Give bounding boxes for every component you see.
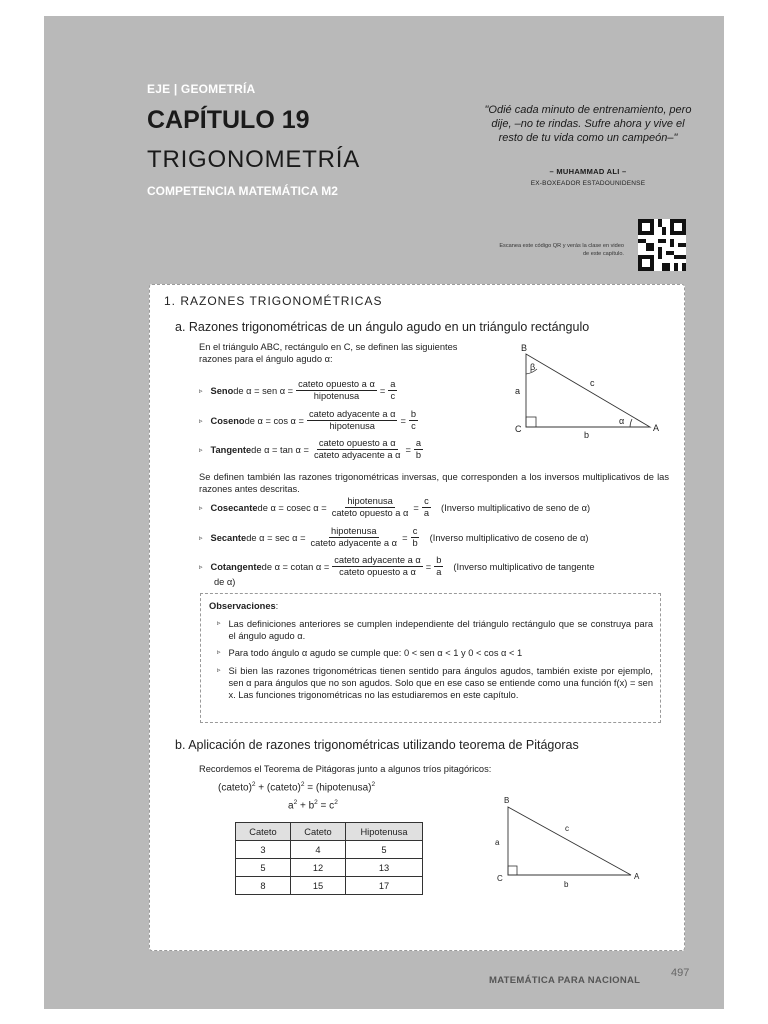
ratio-tangente: ▹ Tangente de α = tan α = $\frac{\text{cateto opuesto a α}}{\text{cateto adyacente a α}}$ = $\frac{a}{b}$ [199, 438, 422, 460]
ratio-name: Cotangente [210, 561, 262, 572]
denominator: c [390, 391, 396, 401]
quote-author: – MUHAMMAD ALI – [549, 167, 627, 176]
ratio-def: de α = sen α = [233, 385, 294, 396]
observation-text: Para todo ángulo α agudo se cumple que: 0 < sen α < 1 y 0 < cos α < 1 [228, 648, 523, 658]
side-b: b [584, 430, 590, 440]
denominator: cateto adyacente a α [313, 450, 401, 460]
letter-fraction [409, 409, 418, 432]
bullet-icon: ▹ [217, 667, 221, 674]
denominator: hipotenusa [313, 391, 360, 401]
ratio-fraction [312, 438, 403, 461]
section-title: 1. RAZONES TRIGONOMÉTRICAS [164, 294, 383, 308]
observations-title: Observaciones: [209, 601, 279, 611]
footer-text: MATEMÁTICA PARA NACIONAL [489, 975, 641, 986]
ratio-fraction [332, 555, 423, 578]
pythagoras-intro: Recordemos el Teorema de Pitágoras junto a algunos tríos pitagóricos: [199, 764, 492, 774]
pythagoras-formula [218, 781, 375, 793]
pythagoras-formula-letters [288, 799, 338, 811]
ratio-cotangente: ▹ Cotangente de α = cotan α = $\frac{\text{cateto adyacente a α}}{\text{cateto opuesto a α}}$ = $\frac{b}{a}$ (Inverso multiplicativo de tangente [199, 555, 595, 577]
table-cell: 5 [346, 841, 423, 859]
alpha-arc [630, 419, 632, 427]
ratio-name: Cosecante [210, 502, 258, 513]
table-row [236, 859, 423, 877]
ratio-fraction [296, 379, 377, 402]
exponent: 2 [371, 781, 376, 788]
qr-caption: Escanea este código QR y verás la clase en video de este capítulo. [499, 243, 624, 257]
table-row [236, 877, 423, 895]
letter-fraction [422, 496, 431, 519]
right-angle-marker [526, 417, 536, 427]
quote-text: "Odié cada minuto de entrenamiento, pero dije, –no te rindas. Sufre ahora y vive el resto de tu vida como un campeón–" [484, 104, 692, 144]
denominator: cateto adyacente a α [310, 538, 398, 548]
observation-item [217, 647, 653, 659]
bullet-icon: ▹ [199, 446, 203, 454]
triangle-shape [526, 354, 650, 427]
numerator: a [390, 379, 396, 389]
bullet-icon: ▹ [199, 534, 203, 542]
ratio-seno: ▹ Seno de α = sen α = $\frac{\text{cateto opuesto a α}}{\text{hipotenusa}}$ = $\frac{a}{c}$ [199, 379, 396, 401]
denominator: b [415, 450, 422, 460]
bullet-icon: ▹ [217, 620, 221, 627]
numerator: cateto opuesto a α [298, 379, 375, 389]
ratio-cosecante: ▹ Cosecante de α = cosec α = $\frac{\text{hipotenusa}}{\text{cateto opuesto a α}}$ = $\frac{c}{a}$ (Inverso multiplicativo de seno de α) [199, 496, 591, 518]
side-c: c [590, 378, 595, 388]
table-header-cell: Hipotenusa [346, 823, 423, 841]
ratio-def: de α = cosec α = [257, 502, 327, 513]
bullet-icon: ▹ [199, 417, 203, 425]
observations-title-text: Observaciones [209, 601, 276, 611]
observation-item [217, 665, 653, 701]
vertex-c: C [497, 874, 503, 883]
triangle-shape [508, 807, 631, 875]
quote-role: EX-BOXEADOR ESTADOUNIDENSE [530, 180, 646, 187]
numerator: cateto adyacente a α [334, 555, 421, 565]
pythagoras-triangle-diagram [488, 795, 648, 887]
table-header-cell: Cateto [291, 823, 346, 841]
denominator: a [436, 567, 442, 577]
angle-alpha: α [619, 416, 625, 426]
right-angle-marker [508, 866, 517, 875]
formula-part: (cateto) [218, 782, 252, 794]
ratio-fraction [307, 409, 398, 432]
axis-label: EJE | GEOMETRÍA [147, 82, 256, 96]
table-cell: 8 [236, 877, 291, 895]
numerator: b [410, 409, 417, 419]
letter-fraction [411, 526, 420, 549]
ratio-def: de α = cotan α = [261, 561, 330, 572]
table-cell: 5 [236, 859, 291, 877]
side-a: a [495, 838, 500, 847]
denominator: cateto opuesto a α [339, 567, 416, 577]
inverse-intro: Se definen también las razones trigonométricas inversas, que corresponden a los inversos multiplicativos de las razones antes descritas. [199, 472, 669, 494]
competence-label: COMPETENCIA MATEMÁTICA M2 [147, 184, 338, 198]
triangle-abc-diagram [512, 342, 672, 442]
table-cell: 3 [236, 841, 291, 859]
formula-part: + (cateto) [255, 782, 301, 794]
bullet-icon: ▹ [199, 563, 203, 571]
ratio-def: de α = cos α = [244, 415, 304, 426]
formula-part: = (hipotenusa) [304, 782, 372, 794]
chapter-title: CAPÍTULO 19 [147, 106, 310, 134]
page [44, 16, 724, 1009]
observation-item [217, 618, 653, 642]
ratio-secante: ▹ Secante de α = sec α = $\frac{\text{hipotenusa}}{\text{cateto adyacente a α}}$ = $\frac{c}{b}$ (Inverso multiplicativo de coseno de α) [199, 526, 589, 548]
formula-part: + b [297, 800, 315, 812]
denominator: hipotenusa [329, 421, 375, 431]
vertex-a: A [634, 872, 640, 881]
denominator: b [412, 538, 418, 548]
intro-paragraph: En el triángulo ABC, rectángulo en C, se definen las siguientes razones para el ángulo agudo α: [199, 342, 458, 364]
vertex-b: B [521, 343, 528, 353]
content-card [149, 284, 685, 951]
exponent: 2 [293, 799, 298, 806]
observation-text: Las definiciones anteriores se cumplen independiente del triángulo rectángulo que se construya para el ángulo agudo α. [228, 619, 653, 641]
bullet-icon: ▹ [217, 649, 221, 656]
letter-fraction [434, 555, 443, 578]
ratio-note: (Inverso multiplicativo de tangente [453, 561, 595, 572]
numerator: hipotenusa [347, 496, 393, 506]
bullet-icon: ▹ [199, 387, 203, 395]
ratio-coseno: ▹ Coseno de α = cos α = $\frac{\text{cateto adyacente a α}}{\text{hipotenusa}}$ = $\frac{b}{c}$ [199, 409, 417, 431]
vertex-c: C [515, 424, 522, 434]
ratio-note: (Inverso multiplicativo de seno de α) [441, 502, 591, 513]
table-cell: 17 [346, 877, 423, 895]
subsection-a-title: a. Razones trigonométricas de un ángulo agudo en un triángulo rectángulo [175, 320, 590, 334]
observation-text: Si bien las razones trigonométricas tienen sentido para ángulos agudos, también existe por ejemplo, sen α para ángulos que no son agudos. Solo que en ese caso se entiende como una función f(x) = sen x. Las funciones trigonométricas no las estudiaremos en este capítulo. [228, 666, 653, 700]
vertex-a: A [653, 423, 660, 433]
ratio-name: Tangente [210, 444, 252, 455]
ratio-name: Coseno [210, 415, 245, 426]
vertex-b: B [504, 796, 510, 805]
table-cell: 4 [291, 841, 346, 859]
exponent: 2 [334, 799, 338, 806]
denominator: c [411, 421, 416, 431]
angle-beta: β [530, 362, 536, 372]
exponent: 2 [300, 781, 305, 788]
numerator: c [412, 526, 418, 536]
numerator: a [415, 438, 422, 448]
side-c: c [565, 824, 569, 833]
denominator: a [423, 508, 430, 518]
numerator: hipotenusa [331, 526, 377, 536]
table-cell: 13 [346, 859, 423, 877]
side-a: a [515, 386, 521, 396]
bullet-icon: ▹ [199, 504, 203, 512]
qr-code-icon[interactable] [638, 219, 686, 271]
numerator: c [424, 496, 429, 506]
ratio-note-continued: de α) [214, 577, 236, 587]
exponent: 2 [251, 781, 256, 788]
topic-title: TRIGONOMETRÍA [147, 146, 361, 173]
letter-fraction [414, 438, 423, 461]
ratio-fraction [330, 496, 411, 519]
ratio-def: de α = sec α = [246, 532, 306, 543]
denominator: cateto opuesto a α [331, 508, 409, 518]
table-row [236, 841, 423, 859]
side-b: b [564, 880, 569, 887]
ratio-note: (Inverso multiplicativo de coseno de α) [429, 532, 589, 543]
pythagorean-triples-table [235, 822, 423, 895]
table-cell: 12 [291, 859, 346, 877]
observations-box [200, 593, 661, 723]
exponent: 2 [314, 799, 318, 806]
formula-part: a [288, 800, 294, 812]
numerator: cateto adyacente a α [308, 409, 396, 419]
letter-fraction [388, 379, 397, 402]
ratio-fraction [309, 526, 400, 549]
table-header-cell: Cateto [236, 823, 291, 841]
ratio-def: de α = tan α = [251, 444, 309, 455]
table-header-row [236, 823, 423, 841]
ratio-name: Seno [210, 385, 234, 396]
numerator: cateto opuesto a α [318, 438, 396, 448]
ratio-name: Secante [210, 532, 247, 543]
numerator: b [436, 555, 442, 565]
formula-part: = c [317, 800, 335, 812]
table-cell: 15 [291, 877, 346, 895]
page-number: 497 [671, 967, 690, 979]
subsection-b-title: b. Aplicación de razones trigonométricas utilizando teorema de Pitágoras [175, 738, 579, 752]
